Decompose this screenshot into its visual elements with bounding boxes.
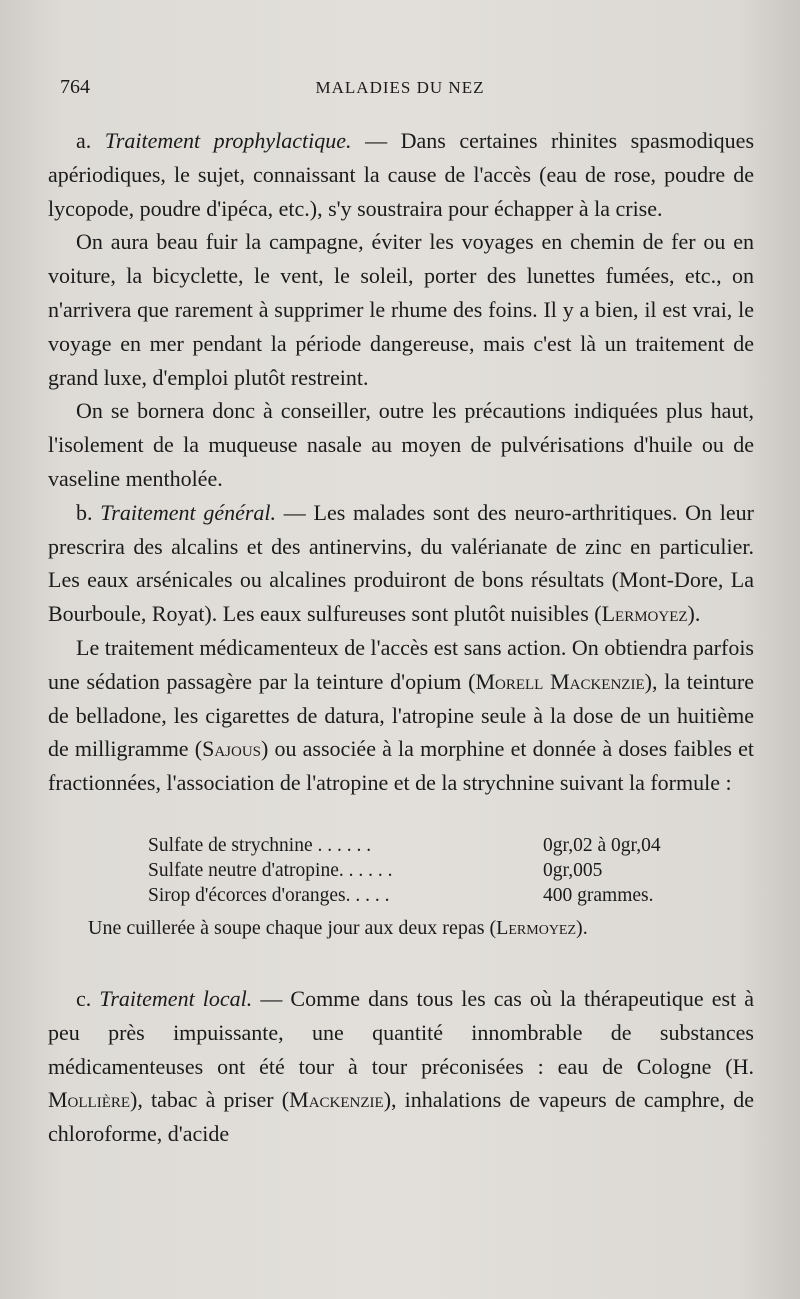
formula-row bbox=[148, 883, 754, 908]
author-name: Sajous bbox=[202, 736, 261, 762]
paragraph-travel: On aura beau fuir la campagne, éviter les voyages en chemin de fer ou en voiture, la bicyclette, le vent, le soleil, porter des lunettes fumées, etc., on n'arrivera que rarement à supprimer le rhume des foins. Il y a bien, il est vrai, le voyage en mer pendant la période dangereuse, mais c'est là un traitement de grand luxe, d'emploi plutôt restreint. bbox=[48, 229, 754, 390]
page-number: 764 bbox=[60, 76, 90, 98]
paragraph-text: ). bbox=[576, 916, 588, 939]
section-marker-c: c. bbox=[76, 985, 92, 1011]
paragraph-text: ) ou associée à la morphine et donnée à doses faibles et fractionnées, l'association de l'atropine et de la strychnine suivant la formule : bbox=[48, 736, 755, 796]
formula-dose: 400 grammes. bbox=[543, 884, 654, 906]
paragraph-text: Une cuillerée à soupe chaque jour aux deux repas ( bbox=[88, 916, 497, 939]
page-header bbox=[0, 76, 800, 106]
section-marker-b: b. bbox=[76, 499, 93, 525]
paragraph-text: ), tabac à priser ( bbox=[130, 1087, 290, 1113]
paragraph-text: — Dans certaines rhinites spasmodiques apériodiques, le sujet, connaissant la cause de l'accès (eau de rose, poudre de lycopode, poudre d'ipéca, etc.), s'y soustraira pour échapper à la crise. bbox=[48, 128, 755, 221]
formula-ingredient: Sulfate neutre d'atropine. . . . . . bbox=[148, 859, 393, 881]
formula-row bbox=[148, 858, 754, 883]
paragraph-isolation: On se bornera donc à conseiller, outre les précautions indiquées plus haut, l'isolement de la muqueuse nasale au moyen de pulvérisations d'huile ou de vaseline mentholée. bbox=[48, 398, 754, 491]
formula-note bbox=[48, 914, 754, 942]
author-name: H. Mollière bbox=[48, 1053, 754, 1113]
section-title-general: Traitement général. bbox=[100, 499, 277, 525]
formula-ingredient: Sirop d'écorces d'oranges. . . . . bbox=[148, 884, 390, 906]
paragraph-text: — Comme dans tous les cas où la thérapeutique est à peu près impuissante, une quantité innombrable de substances médicamenteuses ont été tour à tour préconisées : eau de Cologne ( bbox=[48, 985, 755, 1079]
formula-dose: 0gr,005 bbox=[543, 859, 603, 881]
author-name: Morell Mackenzie bbox=[475, 668, 645, 694]
author-name: Lermoyez bbox=[496, 916, 577, 939]
author-name: Mackenzie bbox=[289, 1087, 384, 1113]
page-body bbox=[48, 124, 754, 1151]
paragraph-text: ), la teinture de belladone, les cigarettes de datura, l'atropine seule à la dose de un huitième de milligramme ( bbox=[48, 668, 754, 762]
paragraph-text: ). bbox=[687, 601, 701, 627]
paragraph-text: — Les malades sont des neuro-arthritiques. On leur prescrira des alcalins et des antinervins, du valérianate de zinc en particulier. Les eaux arsénicales ou alcalines produiront de bons résultats (Mont-Dore, La Bourboule, Royat). Les eaux sulfureuses sont plutôt nuisibles ( bbox=[48, 499, 755, 627]
formula-dose: 0gr,02 à 0gr,04 bbox=[543, 834, 661, 856]
running-head: MALADIES DU NEZ bbox=[315, 78, 485, 97]
paragraph-text: Le traitement médicamenteux de l'accès est sans action. On obtiendra parfois une sédation passagère par la teinture d'opium ( bbox=[48, 634, 754, 694]
formula-ingredient: Sulfate de strychnine . . . . . . bbox=[148, 834, 372, 856]
paragraph-prophylactic bbox=[48, 124, 754, 225]
paragraph-general bbox=[48, 496, 754, 631]
formula-row bbox=[148, 833, 754, 858]
section-marker-a: a. bbox=[76, 128, 92, 153]
paragraph-text: ), inhalations de vapeurs de camphre, de chloroforme, d'acide bbox=[48, 1087, 755, 1147]
section-title-prophylactic: Traitement prophylactique. bbox=[104, 128, 352, 153]
section-title-local: Traitement local. bbox=[99, 985, 253, 1011]
author-name: Lermoyez bbox=[601, 601, 688, 627]
paragraph-medication bbox=[48, 631, 754, 800]
formula-table bbox=[148, 833, 754, 908]
paragraph-local bbox=[48, 982, 754, 1151]
section-gap bbox=[48, 942, 754, 982]
